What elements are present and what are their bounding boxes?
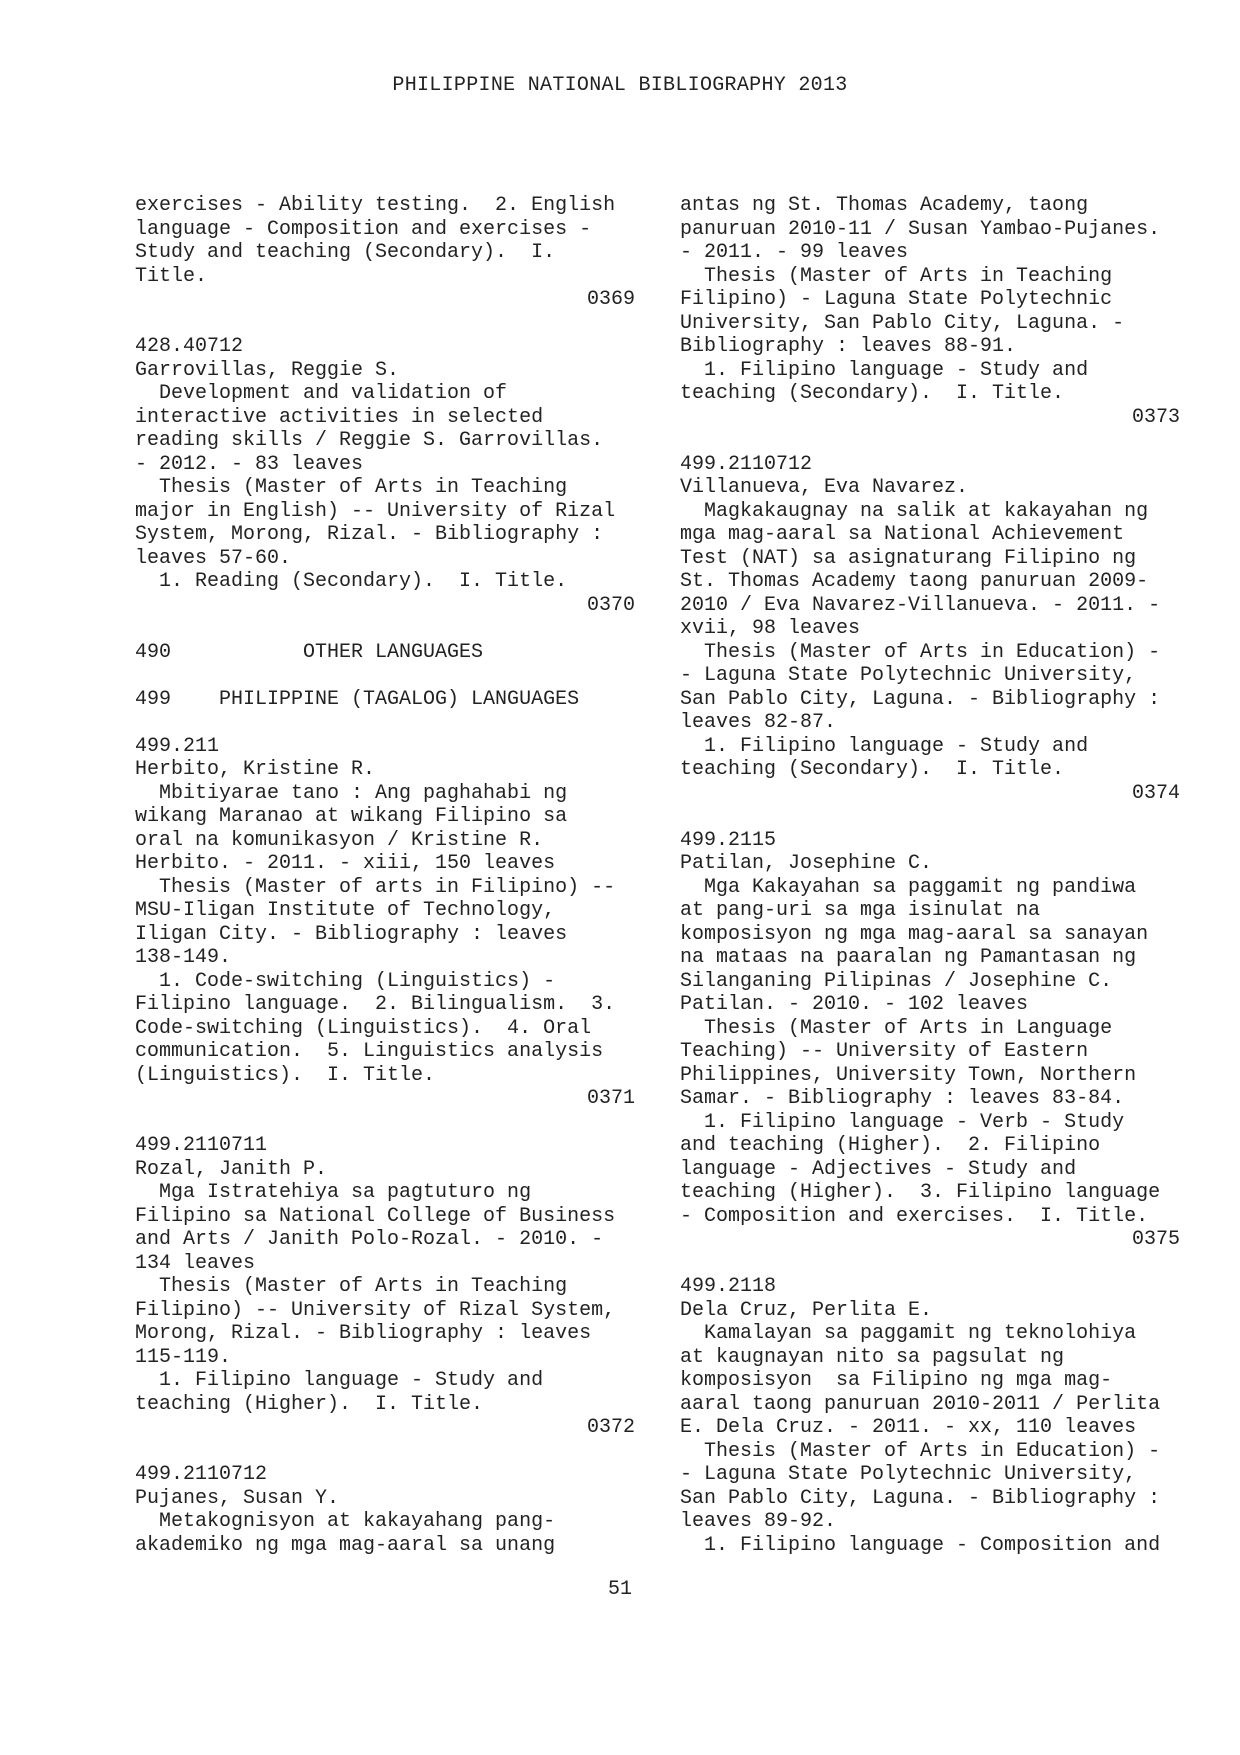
bibliography-line: San Pablo City, Laguna. - Bibliography : xyxy=(680,1486,1161,1510)
bibliography-line: 138-149. xyxy=(135,946,232,969)
bibliography-line: 1. Filipino language - Study and xyxy=(135,1369,544,1392)
bibliography-line: Thesis (Master of Arts in Teaching xyxy=(135,1275,568,1298)
bibliography-line: xvii, 98 leaves xyxy=(680,617,861,640)
bibliography-line: Pujanes, Susan Y. xyxy=(135,1486,340,1510)
bibliography-line: Patilan, Josephine C. xyxy=(680,852,933,875)
bibliography-line xyxy=(135,711,635,735)
bibliography-line xyxy=(135,1111,635,1135)
bibliography-line: Magkakaugnay na salik at kakayahan ng xyxy=(680,499,1149,523)
bibliography-line: Test (NAT) sa asignaturang Filipino ng xyxy=(680,546,1137,570)
bibliography-line: exercises - Ability testing. 2. English xyxy=(135,194,616,217)
bibliography-line: Code-switching (Linguistics). 4. Oral xyxy=(135,1016,592,1040)
record-number: 0370 xyxy=(586,593,635,617)
bibliography-line: System, Morong, Rizal. - Bibliography : xyxy=(135,523,604,546)
bibliography-line: Filipino) -- University of Rizal System, xyxy=(135,1298,616,1322)
bibliography-line: Villanueva, Eva Navarez. xyxy=(680,476,969,499)
bibliography-line: at kaugnayan nito sa pagsulat ng xyxy=(680,1345,1065,1369)
bibliography-line: Patilan. - 2010. - 102 leaves xyxy=(680,993,1029,1016)
bibliography-line: leaves 57-60. xyxy=(135,546,292,570)
bibliography-line: 134 leaves xyxy=(135,1251,256,1275)
bibliography-line: Thesis (Master of Arts in Language xyxy=(680,1016,1113,1040)
bibliography-line: Thesis (Master of Arts in Education) - xyxy=(680,640,1161,664)
bibliography-line xyxy=(680,1252,1180,1276)
bibliography-line: Study and teaching (Secondary). I. xyxy=(135,241,556,264)
bibliography-line: na mataas na paaralan ng Pamantasan ng xyxy=(680,946,1137,969)
right-column xyxy=(680,194,1180,1557)
bibliography-line: Samar. - Bibliography : leaves 83-84. xyxy=(680,1087,1125,1110)
bibliography-line: 499.2115 xyxy=(680,828,777,852)
bibliography-line: Herbito, Kristine R. xyxy=(135,758,376,781)
bibliography-line: and Arts / Janith Polo-Rozal. - 2010. - xyxy=(135,1228,604,1251)
bibliography-line: 1. Reading (Secondary). I. Title. xyxy=(135,570,568,593)
bibliography-line: (Linguistics). I. Title. xyxy=(135,1063,436,1087)
bibliography-line xyxy=(135,664,635,688)
bibliography-line: teaching (Secondary). I. Title. xyxy=(680,758,1065,781)
bibliography-line: Filipino language. 2. Bilingualism. 3. xyxy=(135,993,616,1016)
bibliography-line: - 2011. - 99 leaves xyxy=(680,241,909,264)
bibliography-line: leaves 82-87. xyxy=(680,711,837,734)
record-number: 0375 xyxy=(1131,1228,1180,1251)
bibliography-line: University, San Pablo City, Laguna. - xyxy=(680,311,1125,335)
bibliography-line: Teaching) -- University of Eastern xyxy=(680,1040,1089,1063)
bibliography-line: interactive activities in selected xyxy=(135,405,544,429)
bibliography-line: Filipino sa National College of Business xyxy=(135,1204,616,1228)
bibliography-line: 499.2110712 xyxy=(135,1463,268,1486)
bibliography-line: E. Dela Cruz. - 2011. - xx, 110 leaves xyxy=(680,1416,1137,1439)
bibliography-line: St. Thomas Academy taong panuruan 2009- xyxy=(680,570,1149,593)
bibliography-line: San Pablo City, Laguna. - Bibliography : xyxy=(680,687,1161,711)
bibliography-line: akademiko ng mga mag-aaral sa unang xyxy=(135,1533,556,1557)
record-number: 0373 xyxy=(1131,405,1180,429)
bibliography-line: at pang-uri sa mga isinulat na xyxy=(680,899,1041,922)
bibliography-line: mga mag-aaral sa National Achievement xyxy=(680,523,1125,546)
bibliography-line: 428.40712 xyxy=(135,335,244,358)
bibliography-line xyxy=(135,312,635,336)
bibliography-line: MSU-Iligan Institute of Technology, xyxy=(135,899,556,922)
bibliography-line: Mbitiyarae tano : Ang paghahabi ng xyxy=(135,781,568,805)
bibliography-line: Dela Cruz, Perlita E. xyxy=(680,1298,933,1322)
bibliography-line: leaves 89-92. xyxy=(680,1510,837,1533)
bibliography-line: komposisyon sa Filipino ng mga mag- xyxy=(680,1369,1113,1392)
bibliography-line: komposisyon ng mga mag-aaral sa sanayan xyxy=(680,922,1149,946)
bibliography-line: Thesis (Master of arts in Filipino) -- xyxy=(135,875,616,899)
bibliography-line: language - Adjectives - Study and xyxy=(680,1157,1077,1181)
bibliography-line: Morong, Rizal. - Bibliography : leaves xyxy=(135,1322,592,1345)
bibliography-line: - 2012. - 83 leaves xyxy=(135,452,364,476)
bibliography-line: major in English) -- University of Rizal xyxy=(135,499,616,523)
bibliography-line: Development and validation of xyxy=(135,382,508,405)
bibliography-line: 499.2118 xyxy=(680,1275,777,1298)
bibliography-line: Filipino) - Laguna State Polytechnic xyxy=(680,288,1113,311)
bibliography-line: 490 OTHER LANGUAGES xyxy=(135,640,484,664)
bibliography-line: 115-119. xyxy=(135,1345,232,1369)
bibliography-line: wikang Maranao at wikang Filipino sa xyxy=(135,805,568,828)
bibliography-line: Metakognisyon at kakayahang pang- xyxy=(135,1510,556,1533)
bibliography-line: teaching (Secondary). I. Title. xyxy=(680,382,1065,405)
bibliography-line: Thesis (Master of Arts in Education) - xyxy=(680,1439,1161,1463)
bibliography-line: Mga Kakayahan sa paggamit ng pandiwa xyxy=(680,875,1137,899)
bibliography-line: Thesis (Master of Arts in Teaching xyxy=(135,476,568,499)
bibliography-line: teaching (Higher). 3. Filipino language xyxy=(680,1181,1161,1204)
bibliography-line: Kamalayan sa paggamit ng teknolohiya xyxy=(680,1322,1137,1345)
bibliography-line: Bibliography : leaves 88-91. xyxy=(680,335,1017,358)
bibliography-line: - Laguna State Polytechnic University, xyxy=(680,664,1137,687)
bibliography-line: aaral taong panuruan 2010-2011 / Perlita xyxy=(680,1392,1161,1416)
record-number: 0371 xyxy=(586,1087,635,1110)
bibliography-line: Mga Istratehiya sa pagtuturo ng xyxy=(135,1181,532,1204)
bibliography-line: Philippines, University Town, Northern xyxy=(680,1063,1137,1087)
bibliography-line: - Composition and exercises. I. Title. xyxy=(680,1204,1149,1228)
bibliography-line: communication. 5. Linguistics analysis xyxy=(135,1040,604,1063)
page-header-title: PHILIPPINE NATIONAL BIBLIOGRAPHY 2013 xyxy=(392,74,848,97)
bibliography-line: - Laguna State Polytechnic University, xyxy=(680,1463,1137,1486)
bibliography-line: reading skills / Reggie S. Garrovillas. xyxy=(135,429,604,452)
left-column xyxy=(135,194,635,1557)
bibliography-line: and teaching (Higher). 2. Filipino xyxy=(680,1134,1101,1157)
bibliography-line: 499.2110711 xyxy=(135,1134,268,1157)
bibliography-line xyxy=(680,429,1180,453)
bibliography-line: teaching (Higher). I. Title. xyxy=(135,1392,484,1416)
bibliography-line: language - Composition and exercises - xyxy=(135,217,592,241)
bibliography-line: 499.211 xyxy=(135,734,220,758)
record-number: 0372 xyxy=(586,1416,635,1439)
page-number: 51 xyxy=(607,1578,632,1601)
bibliography-line: antas ng St. Thomas Academy, taong xyxy=(680,194,1089,217)
bibliography-line: 499 PHILIPPINE (TAGALOG) LANGUAGES xyxy=(135,687,580,711)
bibliography-line: panuruan 2010-11 / Susan Yambao-Pujanes. xyxy=(680,217,1161,241)
bibliography-line: Herbito. - 2011. - xiii, 150 leaves xyxy=(135,852,556,875)
bibliography-line: oral na komunikasyon / Kristine R. xyxy=(135,828,544,852)
bibliography-line xyxy=(135,1440,635,1464)
bibliography-line: 2010 / Eva Navarez-Villanueva. - 2011. - xyxy=(680,593,1161,617)
bibliography-line xyxy=(135,617,635,641)
record-number: 0369 xyxy=(586,288,635,311)
bibliography-line xyxy=(680,805,1180,829)
bibliography-line: Garrovillas, Reggie S. xyxy=(135,358,400,382)
record-number: 0374 xyxy=(1131,781,1180,805)
bibliography-line: Thesis (Master of Arts in Teaching xyxy=(680,264,1113,288)
bibliography-line: 1. Filipino language - Study and xyxy=(680,358,1089,382)
bibliography-line: 1. Code-switching (Linguistics) - xyxy=(135,969,556,993)
bibliography-line: 1. Filipino language - Study and xyxy=(680,734,1089,758)
bibliography-line: 1. Filipino language - Composition and xyxy=(680,1533,1161,1557)
bibliography-line: Silanganing Pilipinas / Josephine C. xyxy=(680,969,1113,993)
bibliography-line: 1. Filipino language - Verb - Study xyxy=(680,1110,1125,1134)
bibliography-line: Title. xyxy=(135,264,208,288)
bibliography-line: Rozal, Janith P. xyxy=(135,1157,328,1181)
bibliography-line: 499.2110712 xyxy=(680,452,813,476)
bibliography-line: Iligan City. - Bibliography : leaves xyxy=(135,922,568,946)
